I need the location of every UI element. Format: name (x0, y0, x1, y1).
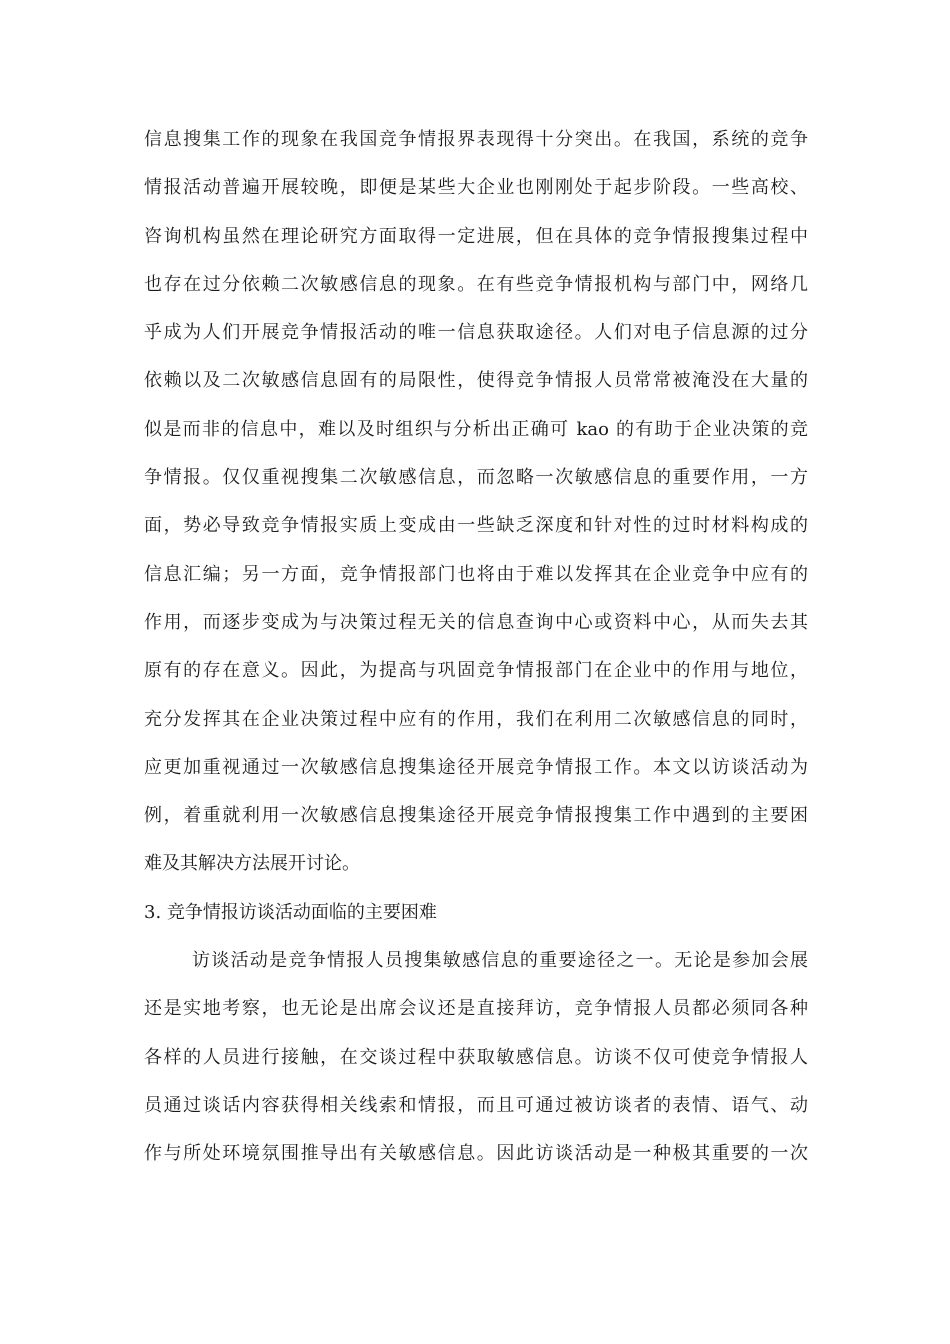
paragraph-1-line: 似是而非的信息中，难以及时组织与分析出正确可 kao 的有助于企业决策的竞 (144, 418, 808, 440)
paragraph-1-line: 也存在过分依赖二次敏感信息的现象。在有些竞争情报机构与部门中，网络几 (144, 273, 808, 295)
paragraph-2-line: 作与所处环境氛围推导出有关敏感信息。因此访谈活动是一种极其重要的一次 (144, 1143, 808, 1165)
paragraph-1-line: 争情报。仅仅重视搜集二次敏感信息，而忽略一次敏感信息的重要作用，一方 (144, 467, 808, 489)
section-heading: 3. 竞争情报访谈活动面临的主要困难 (144, 901, 437, 923)
paragraph-1-line: 信息搜集工作的现象在我国竞争情报界表现得十分突出。在我国，系统的竞争 (144, 129, 808, 150)
paragraph-2-line: 还是实地考察，也无论是出席会议还是直接拜访，竞争情报人员都必须同各种 (144, 998, 808, 1020)
paragraph-1-line: 应更加重视通过一次敏感信息搜集途径开展竞争情报工作。本文以访谈活动为 (144, 756, 808, 778)
paragraph-2-line: 各样的人员进行接触，在交谈过程中获取敏感信息。访谈不仅可使竞争情报人 (144, 1046, 808, 1068)
paragraph-2-first-line: 访谈活动是竞争情报人员搜集敏感信息的重要途径之一。无论是参加会展 (192, 950, 808, 972)
paragraph-1-line: 信息汇编；另一方面，竞争情报部门也将由于难以发挥其在企业竞争中应有的 (144, 563, 808, 585)
paragraph-1-line: 原有的存在意义。因此，为提高与巩固竞争情报部门在企业中的作用与地位， (144, 660, 808, 682)
paragraph-1-line: 面，势必导致竞争情报实质上变成由一些缺乏深度和针对性的过时材料构成的 (144, 515, 808, 537)
document-body (144, 116, 808, 1179)
paragraph-1-line: 例，着重就利用一次敏感信息搜集途径开展竞争情报搜集工作中遇到的主要困 (144, 805, 808, 827)
paragraph-1-last-line: 难及其解决方法展开讨论。 (144, 853, 360, 875)
paragraph-2-line: 员通过谈话内容获得相关线索和情报，而且可通过被访谈者的表情、语气、动 (144, 1094, 808, 1116)
paragraph-1-line: 乎成为人们开展竞争情报活动的唯一信息获取途径。人们对电子信息源的过分 (144, 322, 808, 344)
paragraph-1-line: 依赖以及二次敏感信息固有的局限性，使得竞争情报人员常常被淹没在大量的 (144, 370, 808, 392)
paragraph-1-line: 充分发挥其在企业决策过程中应有的作用，我们在利用二次敏感信息的同时， (144, 708, 808, 730)
paragraph-1-line: 作用，而逐步变成为与决策过程无关的信息查询中心或资料中心，从而失去其 (144, 611, 808, 633)
paragraph-1-line: 咨询机构虽然在理论研究方面取得一定进展，但在具体的竞争情报搜集过程中 (144, 225, 808, 247)
paragraph-1-line: 情报活动普遍开展较晚，即便是某些大企业也刚刚处于起步阶段。一些高校、 (144, 177, 808, 199)
